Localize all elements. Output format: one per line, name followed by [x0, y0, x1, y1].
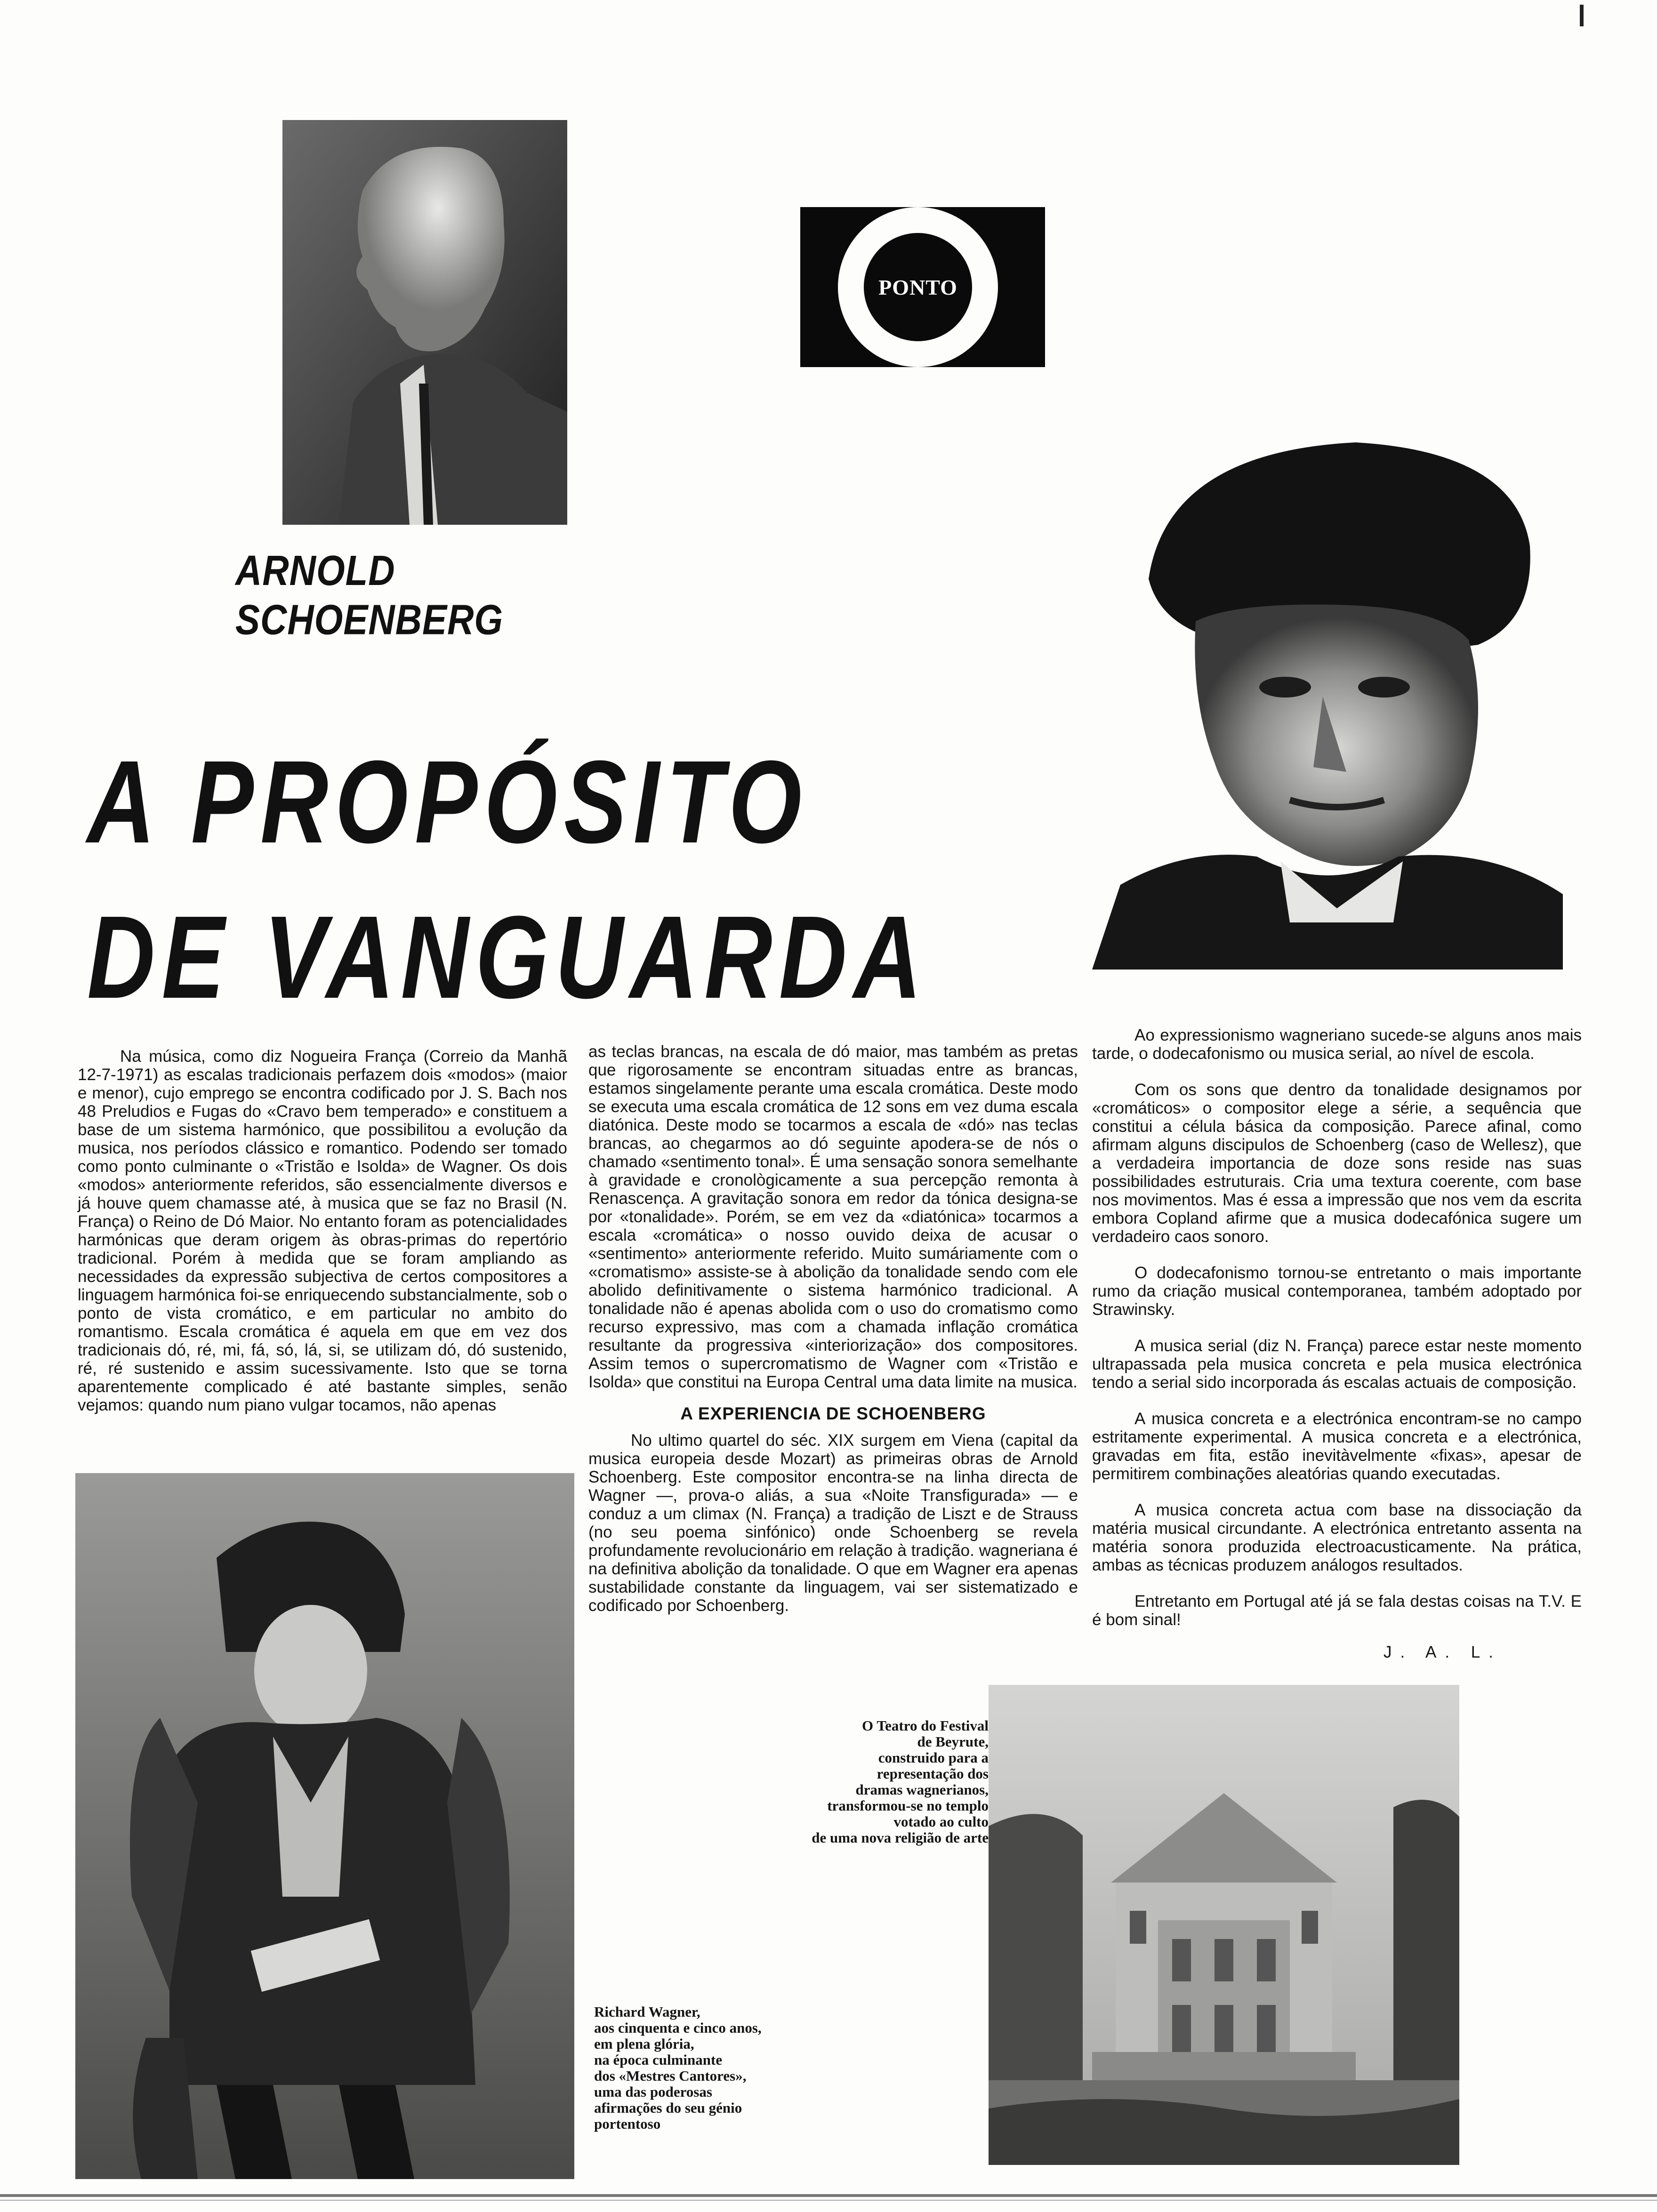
section-subheading: A EXPERIENCIA DE SCHOENBERG [680, 1404, 986, 1423]
teatro-festival-photo [989, 1685, 1459, 2165]
article-column-3 [1092, 1026, 1582, 1661]
wagner-caption: Richard Wagner, aos cinquenta e cinco anos, em plena glória, na época culminante dos «Mestres Cantores», uma das poderosas afirmações do seu génio portentoso [594, 2004, 762, 2132]
paragraph: A musica serial (diz N. França) parece estar neste momento ultrapassada pela musica concreta e pela musica electrónica tendo a serial sido incorporada ás escalas actuais de composição. [1092, 1337, 1582, 1392]
paragraph: Entretanto em Portugal até já se fala destas coisas na T.V. E é bom sinal! [1092, 1592, 1582, 1629]
paragraph: A musica concreta actua com base na dissociação da matéria musical circundante. A electrónica entretanto assenta na matéria sonora produzida electroacusticamente. Na prática, ambas as técnicas produzem análogos resultados. [1092, 1501, 1582, 1574]
teatro-caption: O Teatro do Festival de Beyrute, construido para a representação dos dramas wagnerianos, transformou-se no templo votado ao culto de uma nova religião de arte [812, 1717, 989, 1846]
paragraph: O dodecafonismo tornou-se entretanto o mais importante rumo da criação musical contemporanea, também adoptado por Strawinsky. [1092, 1264, 1582, 1319]
article-column-1 [78, 1047, 567, 1414]
wagner-seated-photo [75, 1473, 574, 2179]
bottom-rule [0, 2194, 1657, 2197]
schoenberg-photo [282, 120, 567, 525]
paragraph: Ao expressionismo wagneriano sucede-se alguns anos mais tarde, o dodecafonismo ou musica serial, ao nível de escola. [1092, 1026, 1582, 1063]
wagner-beret-photo [1092, 424, 1563, 970]
paragraph: Na música, como diz Nogueira França (Correio da Manhã 12-7-1971) as escalas tradicionais perfazem dois «modos» (maior e menor), cujo emprego se encontra codificado por J. S. Bach nos 48 Preludios e Fugas do «Cravo bem temperado» e constituem a base de um sistema harmónico, que possibilitou a evolução da musica, nos períodos clássico e romantico. Podendo ser tomado como ponto culminante o «Tristão e Isolda» de Wagner. Os dois «modos» anteriormente referidos, são essencialmente diversos e já houve quem chamasse até, à musica que se faz no Brasil (N. França) o Reino de Dó Maior. No entanto foram as potencialidades harmónicas que deram origem às obras-primas do repertório tradicional. Porém à medida que se foram ampliando as necessidades da expressão subjectiva de certos compositores a linguagem harmónica foi-se enriquecendo substancialmente, sob o ponto de vista cromático, e em particular no ambito do romantismo. Escala cromática é aquela em que em vez dos tradicionais dó, ré, mi, fá, só, lá, si, se utilizam dó, dó sustenido, ré, ré sustenido e assim sucessivamente. Isto que se torna aparentemente complicado é até bastante simples, senão vejamos: quando num piano vulgar tocamos, não apenas [78, 1047, 567, 1414]
paragraph: Com os sons que dentro da tonalidade designamos por «cromáticos» o compositor elege a série, a sequência que constitui a célula básica da composição. Parece afinal, como afirmam alguns discipulos de Schoenberg (caso de Wellesz), que a verdadeira importancia de doze sons reside nas suas possibilidades estruturais. Cria uma textura coerente, com base nos movimentos. Mas é essa a impressão que nos vem da escrita embora Copland afirme que a musica dodecafónica sugere um verdadeiro caos sonoro. [1092, 1081, 1582, 1246]
corner-mark [1580, 5, 1584, 26]
paragraph: A musica concreta e a electrónica encontram-se no campo estritamente experimental. A musica concreta e a electrónica, gravadas em fita, estão inevitàvelmente «fixas», apesar de permitirem combinações aleatórias quando executadas. [1092, 1410, 1582, 1483]
paragraph: as teclas brancas, na escala de dó maior, mas também as pretas que rigorosamente se encontram situadas entre as brancas, estamos singelamente perante uma escala cromática. Deste modo se executa uma escala cromática de 12 sons em vez duma escala diatónica. Deste modo se tocarmos a escala de «dó» nas teclas brancas, ao chegarmos ao dó seguinte apodera-se de nós o chamado «sentimento tonal». É uma sensação sonora semelhante à gravidade e cronològicamente a sua percepção remonta à Renascença. A gravitação sonora em redor da tónica designa-se por «tonalidade». Porém, se em vez da «diatónica» tocarmos a escala «cromática» o nosso ouvido deixa de acusar o «sentimento» anteriormente referido. Muito sumáriamente com o «cromatismo» assiste-se à abolição da tonalidade sendo com ele abolido definitivamente o sistema harmónico tradicional. A tonalidade não é apenas abolida com o uso do cromatismo como recurso expressivo, mas com a chamada inflação cromática resultante da progressiva «interiorização» dos compositores. Assim temos o supercromatismo de Wagner com «Tristão e Isolda» que constitui na Europa Central uma data limite na musica. [588, 1042, 1078, 1391]
ponto-logo [800, 207, 1045, 367]
schoenberg-caption: ARNOLD SCHOENBERG [235, 546, 504, 643]
bottom-rule-thin [0, 2200, 1657, 2201]
article-column-2 [588, 1042, 1078, 1615]
headline-line-1: A PROPÓSITO [87, 737, 809, 868]
author-signature: J. A. L. [1384, 1643, 1502, 1661]
logo-word: PONTO [877, 275, 959, 300]
paragraph: No ultimo quartel do séc. XIX surgem em Viena (capital da musica europeia desde Mozart) as primeiras obras de Arnold Schoenberg. Este compositor encontra-se na linha directa de Wagner —, prova-o aliás, a sua «Noite Transfigurada» — e conduz a um climax (N. França) a tradição de Liszt e de Strauss (no seu poema sinfónico) onde Schoenberg se revela profundamente revolucionário em relação à tradição. wagneriana é na definitiva abolição da tonalidade. O que em Wagner era apenas sustabilidade constante da linguagem, vai ser sistematizado e codificado por Schoenberg. [588, 1431, 1078, 1615]
headline-line-2: DE VANGUARDA [87, 892, 928, 1023]
